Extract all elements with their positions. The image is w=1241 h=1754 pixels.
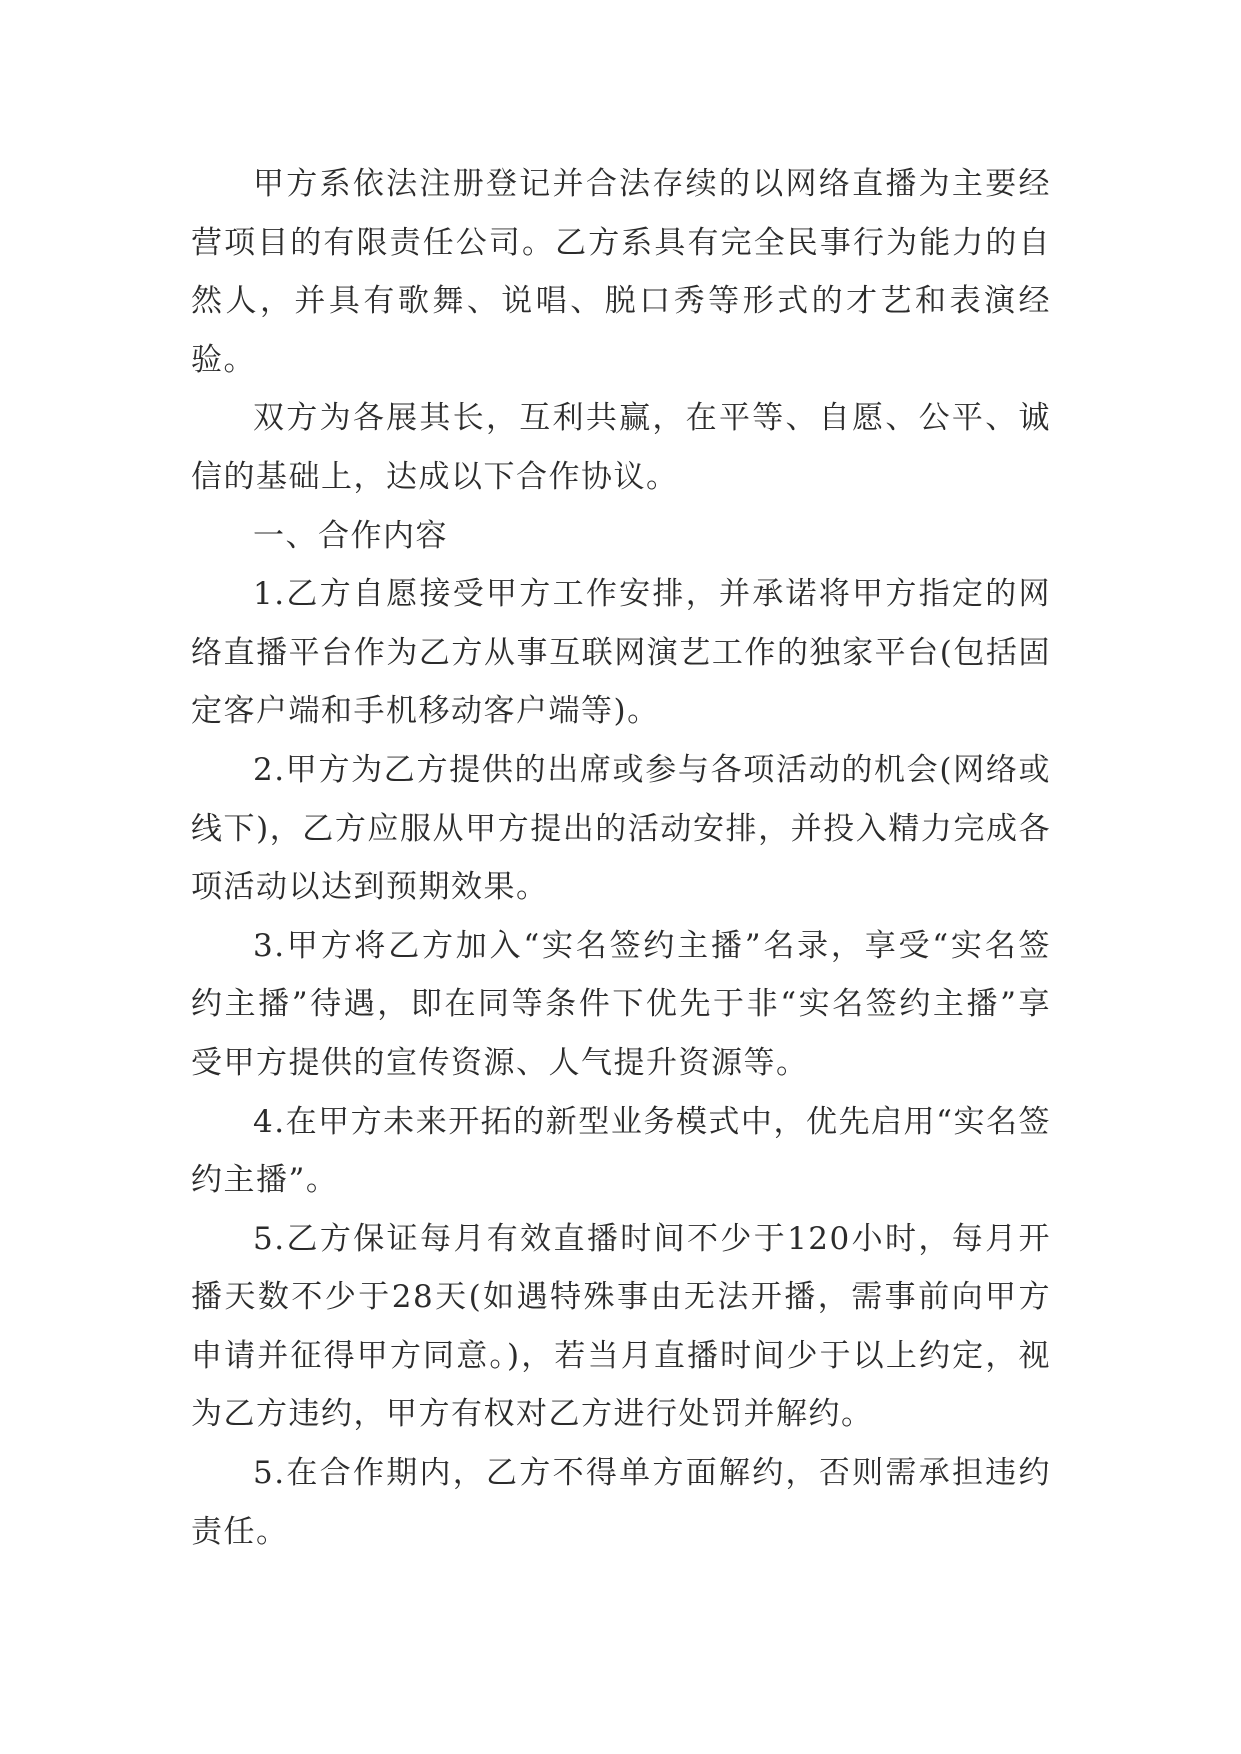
clause-3: 3.甲方将乙方加入“实名签约主播”名录，享受“实名签约主播”待遇，即在同等条件下优先于非“实名签约主播”享受甲方提供的宣传资源、人气提升资源等。 [191, 927, 1051, 1081]
document-body [191, 155, 1051, 1561]
clause-5-broadcast-hours: 5.乙方保证每月有效直播时间不少于120小时，每月开播天数不少于28天(如遇特殊事由无法开播，需事前向甲方申请并征得甲方同意。)，若当月直播时间少于以上约定，视为乙方违约，甲方有权对乙方进行处罚并解约。 [191, 1220, 1051, 1433]
clause-1: 1.乙方自愿接受甲方工作安排，并承诺将甲方指定的网络直播平台作为乙方从事互联网演艺工作的独家平台(包括固定客户端和手机移动客户端等)。 [191, 576, 1051, 730]
clause-2: 2.甲方为乙方提供的出席或参与各项活动的机会(网络或线下)，乙方应服从甲方提出的活动安排，并投入精力完成各项活动以达到预期效果。 [191, 751, 1051, 906]
section-heading-cooperation: 一、合作内容 [253, 517, 448, 554]
paragraph-intro-parties: 甲方系依法注册登记并合法存续的以网络直播为主要经营项目的有限责任公司。乙方系具有完全民事行为能力的自然人，并具有歌舞、说唱、脱口秀等形式的才艺和表演经验。 [191, 166, 1051, 378]
paragraph-agreement-basis: 双方为各展其长，互利共赢，在平等、自愿、公平、诚信的基础上，达成以下合作协议。 [191, 400, 1051, 495]
clause-4: 4.在甲方未来开拓的新型业务模式中，优先启用“实名签约主播”。 [191, 1103, 1051, 1199]
clause-5-termination: 5.在合作期内，乙方不得单方面解约，否则需承担违约责任。 [191, 1455, 1051, 1550]
